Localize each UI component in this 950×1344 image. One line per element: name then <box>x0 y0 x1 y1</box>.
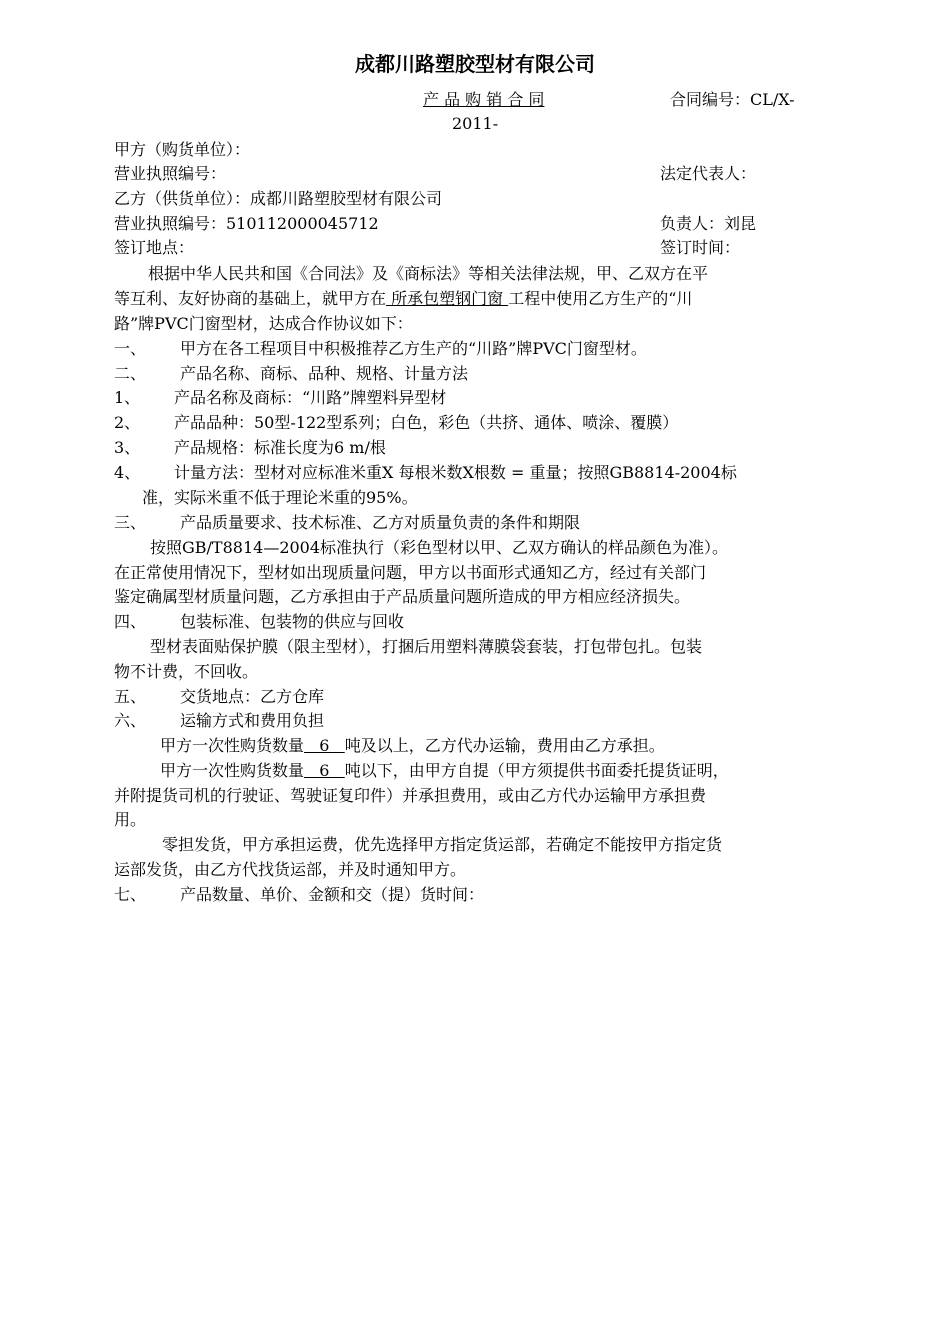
contract-number-year: 2011- <box>452 114 499 133</box>
seller-representative: 负责人：刘昆 <box>660 214 757 233</box>
contract-title: 产 品 购 销 合 同 <box>423 90 545 109</box>
item-2-text: 产品品种：50型-122型系列；白色，彩色（共挤、通体、喷涂、覆膜） <box>174 413 679 432</box>
section-6-para-2-a: 甲方一次性购货数量 <box>160 761 305 780</box>
section-2-number: 二、 <box>114 364 147 383</box>
section-5 <box>114 685 324 709</box>
intro-line-3: 路”牌PVC门窗型材，达成合作协议如下： <box>114 314 413 333</box>
section-7-number: 七、 <box>114 885 147 904</box>
section-5-number: 五、 <box>114 687 147 706</box>
section-6-para-1-c: 吨及以上，乙方代办运输，费用由乙方承担。 <box>344 736 665 755</box>
intro-line-1: 根据中华人民共和国《合同法》及《商标法》等相关法律法规，甲、乙双方在平 <box>148 264 709 283</box>
intro-line-2-c: 工程中使用乙方生产的“川 <box>508 289 693 308</box>
section-5-text: 交货地点：乙方仓库 <box>180 687 325 706</box>
section-6-para-4: 用。 <box>114 810 147 829</box>
section-1-number: 一、 <box>114 339 147 358</box>
intro-line-2-a: 等互利、友好协商的基础上，就甲方在 <box>114 289 387 308</box>
section-6-para-6: 运部发货，由乙方代找货运部，并及时通知甲方。 <box>114 860 467 879</box>
item-3 <box>114 436 386 460</box>
section-1-text: 甲方在各工程项目中积极推荐乙方生产的“川路”牌PVC门窗型材。 <box>180 339 647 358</box>
buyer-line: 甲方（购货单位）： <box>114 140 251 159</box>
seller-license: 营业执照编号：510112000045712 <box>114 214 379 233</box>
section-6-para-1-a: 甲方一次性购货数量 <box>160 736 305 755</box>
quantity-blank-2: 6 <box>304 761 345 780</box>
section-3-number: 三、 <box>114 513 147 532</box>
section-4-para-2: 物不计费，不回收。 <box>114 662 259 681</box>
item-2 <box>114 411 678 435</box>
company-title: 成都川路塑胶型材有限公司 <box>355 52 595 76</box>
section-7 <box>114 883 484 907</box>
section-3-para-1: 按照GB/T8814—2004标准执行（彩色型材以甲、乙双方确认的样品颜色为准）。 <box>150 538 729 557</box>
section-6 <box>114 709 324 733</box>
section-1 <box>114 337 647 361</box>
section-6-para-5: 零担发货，甲方承担运费，优先选择甲方指定货运部，若确定不能按甲方指定货 <box>162 835 723 854</box>
section-2-text: 产品名称、商标、品种、规格、计量方法 <box>180 364 469 383</box>
item-4-number: 4、 <box>114 463 141 482</box>
item-4-continued: 准，实际米重不低于理论米重的95%。 <box>142 488 418 507</box>
sign-time: 签订时间： <box>660 238 741 257</box>
sign-place: 签订地点： <box>114 238 195 257</box>
item-3-number: 3、 <box>114 438 141 457</box>
intro-line-2 <box>114 287 692 311</box>
quantity-blank-1: 6 <box>304 736 345 755</box>
section-4-para-1: 型材表面贴保护膜（限主型材），打捆后用塑料薄膜袋套装，打包带包扎。包装 <box>150 637 703 656</box>
section-3-para-3: 鉴定确属型材质量问题，乙方承担由于产品质量问题所造成的甲方相应经济损失。 <box>114 587 691 606</box>
section-6-para-2-c: 吨以下，由甲方自提（甲方须提供书面委托提货证明， <box>344 761 729 780</box>
seller-line: 乙方（供货单位）：成都川路塑胶型材有限公司 <box>114 189 443 208</box>
item-1-number: 1、 <box>114 388 141 407</box>
item-4-text: 计量方法：型材对应标准米重X 每根米数X根数 = 重量；按照GB8814-2004标 <box>174 463 737 482</box>
section-3-text: 产品质量要求、技术标准、乙方对质量负责的条件和期限 <box>180 513 581 532</box>
buyer-representative: 法定代表人： <box>660 164 757 183</box>
section-6-text: 运输方式和费用负担 <box>180 711 325 730</box>
item-1-text: 产品名称及商标：“川路”牌塑料异型材 <box>174 388 447 407</box>
section-4-text: 包装标准、包装物的供应与回收 <box>180 612 405 631</box>
contract-number-label: 合同编号：CL/X- <box>670 90 795 109</box>
section-6-number: 六、 <box>114 711 147 730</box>
project-name: 所承包塑钢门窗 <box>386 289 509 308</box>
item-1 <box>114 386 446 410</box>
section-4 <box>114 610 404 634</box>
item-2-number: 2、 <box>114 413 141 432</box>
item-4 <box>114 461 737 485</box>
section-4-number: 四、 <box>114 612 147 631</box>
item-3-text: 产品规格：标准长度为6 m/根 <box>174 438 386 457</box>
section-7-text: 产品数量、单价、金额和交（提）货时间： <box>180 885 485 904</box>
section-2 <box>114 362 468 386</box>
section-6-para-1 <box>160 734 665 758</box>
section-6-para-2 <box>160 759 729 783</box>
buyer-license: 营业执照编号： <box>114 164 227 183</box>
section-6-para-3: 并附提货司机的行驶证、驾驶证复印件）并承担费用，或由乙方代办运输甲方承担费 <box>114 786 707 805</box>
section-3-para-2: 在正常使用情况下，型材如出现质量问题，甲方以书面形式通知乙方，经过有关部门 <box>114 563 707 582</box>
section-3 <box>114 511 580 535</box>
